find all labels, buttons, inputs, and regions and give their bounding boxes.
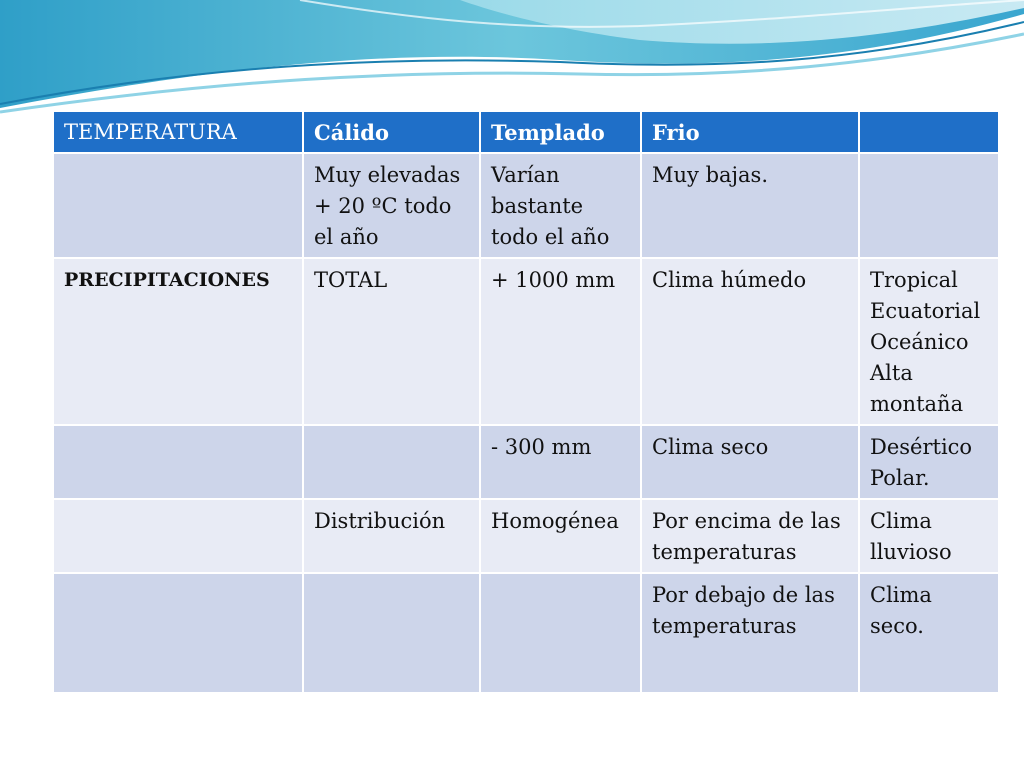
table-cell: Por debajo de las temperaturas — [641, 573, 859, 693]
table-row — [53, 573, 999, 693]
climate-table — [52, 110, 1000, 694]
table-cell — [859, 153, 999, 258]
table-cell: Varían bastante todo el año — [480, 153, 641, 258]
header-cell-empty — [859, 111, 999, 153]
table-row — [53, 499, 999, 573]
table-row — [53, 258, 999, 425]
table-cell: Clima húmedo — [641, 258, 859, 425]
table-cell: TOTAL — [303, 258, 480, 425]
table-cell: Muy elevadas + 20 ºC todo el año — [303, 153, 480, 258]
table-cell: Homogénea — [480, 499, 641, 573]
table-cell — [480, 573, 641, 693]
row-heading-precipitaciones: PRECIPITACIONES — [53, 258, 303, 425]
table-cell — [303, 573, 480, 693]
header-cell-templado: Templado — [480, 111, 641, 153]
table-cell — [53, 425, 303, 499]
table-cell: Desértico Polar. — [859, 425, 999, 499]
table-cell — [303, 425, 480, 499]
table-cell: Clima seco. — [859, 573, 999, 693]
table-cell — [53, 153, 303, 258]
table-cell: Muy bajas. — [641, 153, 859, 258]
header-cell-calido: Cálido — [303, 111, 480, 153]
table-cell — [53, 573, 303, 693]
table-header-row — [53, 111, 999, 153]
header-cell-temperatura: TEMPERATURA — [53, 111, 303, 153]
header-cell-frio: Frio — [641, 111, 859, 153]
table-cell: Tropical Ecuatorial Oceánico Alta montaña — [859, 258, 999, 425]
table-cell: - 300 mm — [480, 425, 641, 499]
table-row — [53, 425, 999, 499]
table-cell: Por encima de las temperaturas — [641, 499, 859, 573]
table-cell: + 1000 mm — [480, 258, 641, 425]
table-cell — [53, 499, 303, 573]
table-cell: Clima seco — [641, 425, 859, 499]
table-row — [53, 153, 999, 258]
table-cell: Clima lluvioso — [859, 499, 999, 573]
table-cell: Distribución — [303, 499, 480, 573]
